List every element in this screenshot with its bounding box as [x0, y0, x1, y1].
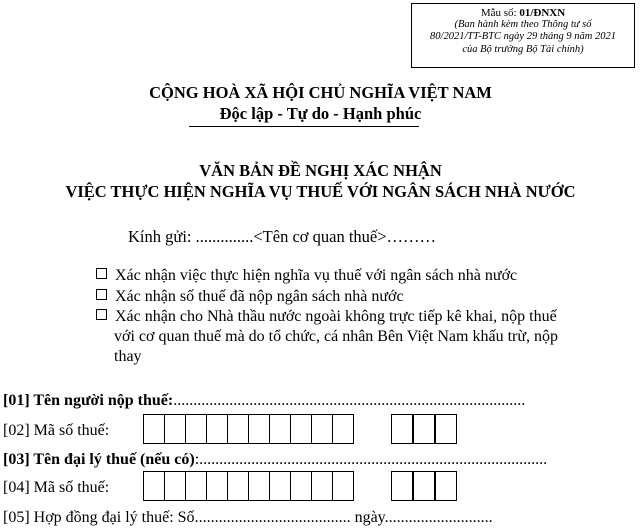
tax-id-branch-box[interactable] [435, 414, 457, 444]
tax-id-digit-box[interactable] [269, 471, 291, 501]
tax-id-digit-box[interactable] [185, 471, 207, 501]
field-02-label: [02] Mã số thuế: [3, 422, 110, 439]
tax-id-digit-box[interactable] [332, 414, 354, 444]
national-motto: Độc lập - Tự do - Hạnh phúc [219, 104, 422, 123]
tax-id-digit-box[interactable] [206, 471, 228, 501]
tax-id-digit-box[interactable] [143, 471, 165, 501]
field-01 [3, 391, 525, 411]
option-label-continued-1: với cơ quan thuế mà do tổ chức, cá nhân Bên Việt Nam khấu trừ, nộp [114, 328, 559, 345]
field-01-dots: ........................................................................................ [173, 392, 526, 409]
form-code-label: Mẫu số: [480, 7, 520, 19]
tax-id-branch-box[interactable] [391, 471, 413, 501]
tax-id-digit-box[interactable] [164, 414, 186, 444]
tax-id-digit-box[interactable] [311, 414, 333, 444]
national-title: CỘNG HOÀ XÃ HỘI CHỦ NGHĨA VIỆT NAM [149, 83, 492, 102]
form-code [412, 7, 634, 19]
field-01-label: [01] Tên người nộp thuế: [3, 392, 174, 409]
form-note-line-1: (Ban hành kèm theo Thông tư số [454, 19, 592, 31]
option-label-continued-2: thay [114, 348, 142, 365]
option-confirm-obligation[interactable] [96, 266, 517, 286]
tax-id-digit-box[interactable] [332, 471, 354, 501]
field-05-day: ngày [350, 509, 385, 526]
option-confirm-foreign-contractor[interactable] [96, 307, 557, 327]
field-05-label: [05] Hợp đồng đại lý thuế: Số [3, 509, 195, 526]
tax-id-digit-box[interactable] [290, 471, 312, 501]
checkbox-confirm-paid[interactable] [96, 289, 107, 300]
option-confirm-paid[interactable] [96, 287, 404, 307]
tax-id-digit-box[interactable] [227, 471, 249, 501]
tax-id-digit-box[interactable] [143, 414, 165, 444]
tax-id-branch-box[interactable] [413, 414, 435, 444]
field-03-dots: :....................................................................................... [194, 451, 548, 468]
tax-id-digit-box[interactable] [269, 414, 291, 444]
tax-id-digit-box[interactable] [311, 471, 333, 501]
field-05-dots: ....................................... [194, 509, 351, 526]
tax-id-digit-box[interactable] [248, 471, 270, 501]
option-label: Xác nhận số thuế đã nộp ngân sách nhà nước [115, 288, 404, 305]
tax-id-digit-box[interactable] [206, 414, 228, 444]
recipient-line: Kính gửi: ..............<Tên cơ quan thuế>……… [128, 227, 437, 246]
field-03 [3, 450, 547, 470]
document-title-line-2: VIỆC THỰC HIỆN NGHĨA VỤ THUẾ VỚI NGÂN SÁCH NHÀ NƯỚC [65, 182, 576, 201]
form-code-box [411, 3, 635, 68]
field-03-label: [03] Tên đại lý thuế (nếu có) [3, 451, 195, 468]
tax-id-digit-box[interactable] [248, 414, 270, 444]
tax-id-branch-box[interactable] [435, 471, 457, 501]
form-note-line-2: 80/2021/TT-BTC ngày 29 tháng 9 năm 2021 [430, 31, 616, 43]
option-label: Xác nhận việc thực hiện nghĩa vụ thuế với ngân sách nhà nước [115, 267, 518, 284]
tax-id-digit-box[interactable] [185, 414, 207, 444]
tax-id-branch-box[interactable] [391, 414, 413, 444]
field-05 [3, 508, 493, 528]
tax-id-digit-box[interactable] [227, 414, 249, 444]
option-label: Xác nhận cho Nhà thầu nước ngoài không trực tiếp kê khai, nộp thuế [115, 308, 557, 325]
field-04-label: [04] Mã số thuế: [3, 479, 110, 496]
form-note-line-3: của Bộ trưởng Bộ Tài chính) [462, 43, 584, 55]
tax-id-digit-box[interactable] [164, 471, 186, 501]
document-title-line-1: VĂN BẢN ĐỀ NGHỊ XÁC NHẬN [199, 161, 442, 180]
form-code-value: 01/ĐNXN [519, 7, 566, 19]
motto-underline [189, 126, 419, 127]
tax-id-digit-box[interactable] [290, 414, 312, 444]
tax-id-branch-box[interactable] [413, 471, 435, 501]
checkbox-confirm-foreign-contractor[interactable] [96, 309, 107, 320]
checkbox-confirm-obligation[interactable] [96, 268, 107, 279]
field-05-dots-2: ........................... [384, 509, 493, 526]
